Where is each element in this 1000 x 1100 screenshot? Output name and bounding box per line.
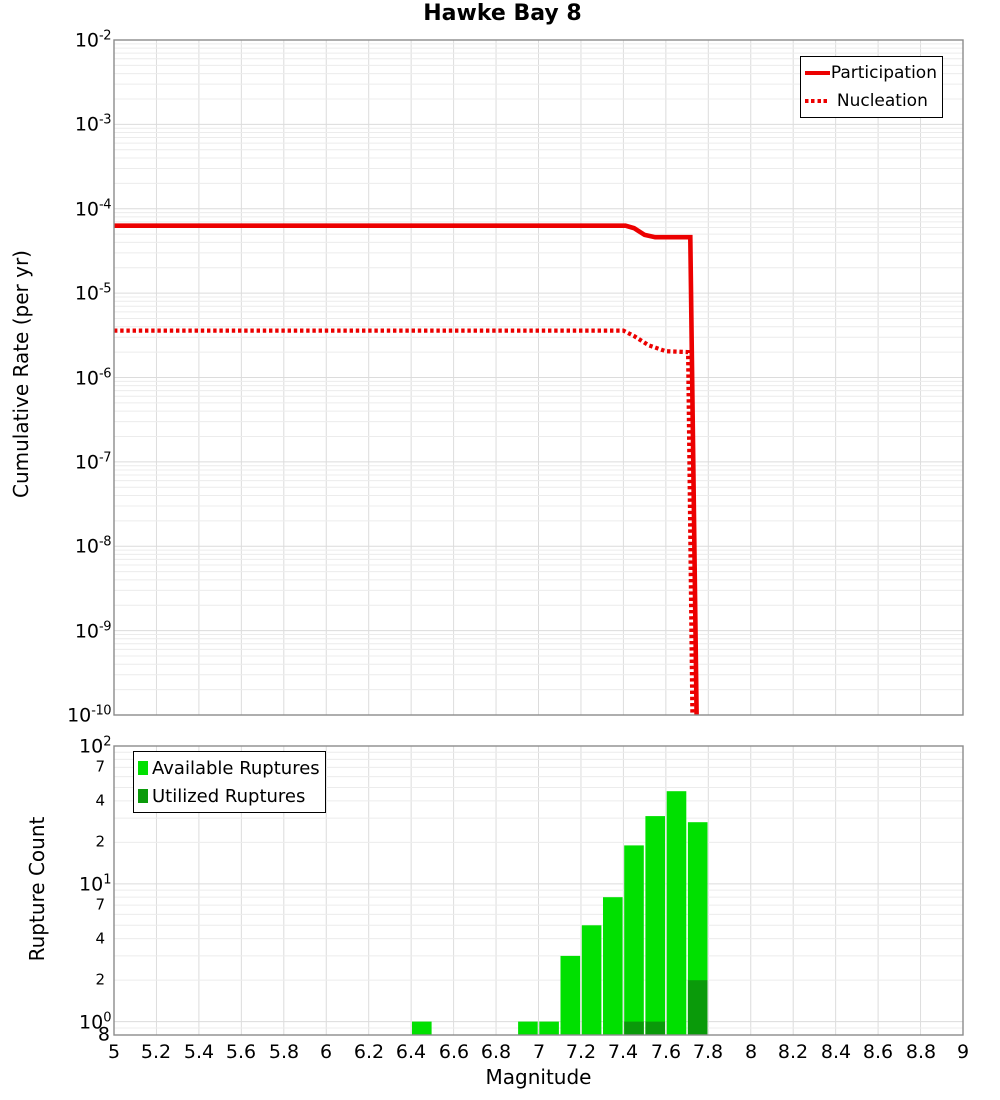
x-tick-label: 7.8	[692, 1041, 724, 1063]
rupture-legend	[133, 751, 326, 813]
top-panel-grid	[114, 40, 963, 715]
available-bar	[645, 816, 665, 1035]
available-bar	[412, 1022, 432, 1035]
utilized-legend-label: Utilized Ruptures	[152, 785, 306, 807]
x-tick-label: 6	[319, 1041, 333, 1063]
nucleation-line-swatch	[805, 99, 830, 104]
x-tick-label: 5.6	[225, 1041, 257, 1063]
available-bar	[518, 1022, 538, 1035]
legend-row-utilized	[138, 782, 320, 810]
top-y-tick-label: $10^{-5}$	[74, 281, 111, 305]
x-tick-label: 5.4	[183, 1041, 215, 1063]
top-y-tick-label: $10^{-8}$	[74, 534, 111, 558]
available-bar	[603, 897, 623, 1035]
top-y-tick-label: $10^{-2}$	[74, 28, 111, 52]
x-tick-label: 8.4	[820, 1041, 852, 1063]
x-axis-label: Magnitude	[485, 1065, 592, 1089]
bottom-y-tick-label: $10^0$	[79, 1010, 111, 1034]
bottom-y-minor-tick-label: 2	[95, 832, 105, 851]
top-y-tick-label: $10^{-3}$	[74, 112, 111, 136]
x-tick-label: 5	[107, 1041, 121, 1063]
top-y-tick-label: $10^{-6}$	[74, 366, 111, 390]
bottom-y-minor-tick-label: 8	[97, 1023, 110, 1046]
bottom-y-axis-label: Rupture Count	[25, 816, 49, 962]
bottom-y-minor-tick-label: 2	[95, 970, 105, 989]
top-y-tick-label: $10^{-9}$	[74, 619, 111, 643]
legend-row-nucleation	[805, 87, 937, 115]
participation-line-swatch	[805, 71, 830, 76]
legend-row-participation	[805, 59, 937, 87]
x-tick-label: 6.6	[438, 1041, 470, 1063]
available-bar	[582, 925, 602, 1035]
x-tick-label: 5.8	[268, 1041, 300, 1063]
x-tick-label: 9	[956, 1041, 970, 1063]
bottom-y-tick-label: $10^1$	[79, 872, 111, 896]
top-y-tick-label: $10^{-10}$	[67, 703, 111, 727]
bottom-y-minor-tick-label: 4	[95, 791, 105, 810]
top-y-tick-label: $10^{-7}$	[74, 450, 111, 474]
x-tick-label: 8	[744, 1041, 758, 1063]
available-bar	[624, 845, 644, 1035]
x-tick-label: 6.4	[395, 1041, 427, 1063]
nucleation-legend-label: Nucleation	[836, 91, 928, 111]
available-bar	[539, 1022, 559, 1035]
rate-legend	[800, 56, 943, 118]
available-legend-label: Available Ruptures	[152, 757, 320, 779]
x-tick-label: 8.2	[777, 1041, 809, 1063]
utilized-bar	[624, 1022, 644, 1035]
x-tick-label: 8.6	[862, 1041, 894, 1063]
available-bar	[667, 791, 687, 1035]
utilized-bar	[688, 980, 708, 1035]
available-ruptures-swatch	[138, 761, 148, 775]
nucleation-curve	[114, 331, 692, 715]
figure-title: Hawke Bay 8	[423, 1, 582, 26]
bottom-y-tick-label: $10^2$	[79, 734, 111, 758]
x-tick-label: 7.2	[565, 1041, 597, 1063]
x-tick-label: 5.2	[140, 1041, 172, 1063]
participation-legend-label: Participation	[830, 63, 937, 83]
bottom-y-minor-tick-label: 7	[95, 757, 105, 776]
legend-row-available	[138, 754, 320, 782]
x-tick-label: 7.4	[607, 1041, 639, 1063]
x-tick-label: 6.2	[353, 1041, 385, 1063]
available-bar	[561, 956, 581, 1035]
top-y-tick-label: $10^{-4}$	[74, 197, 111, 221]
x-tick-label: 7.6	[650, 1041, 682, 1063]
rupture-bars	[412, 791, 708, 1035]
x-tick-label: 6.8	[480, 1041, 512, 1063]
utilized-ruptures-swatch	[138, 789, 148, 803]
bottom-y-minor-tick-label: 7	[95, 895, 105, 914]
x-tick-label: 8.8	[905, 1041, 937, 1063]
utilized-bar	[645, 1022, 665, 1035]
x-tick-label: 7	[532, 1041, 546, 1063]
bottom-y-minor-tick-label: 4	[95, 929, 105, 948]
top-y-axis-label: Cumulative Rate (per yr)	[9, 250, 33, 498]
